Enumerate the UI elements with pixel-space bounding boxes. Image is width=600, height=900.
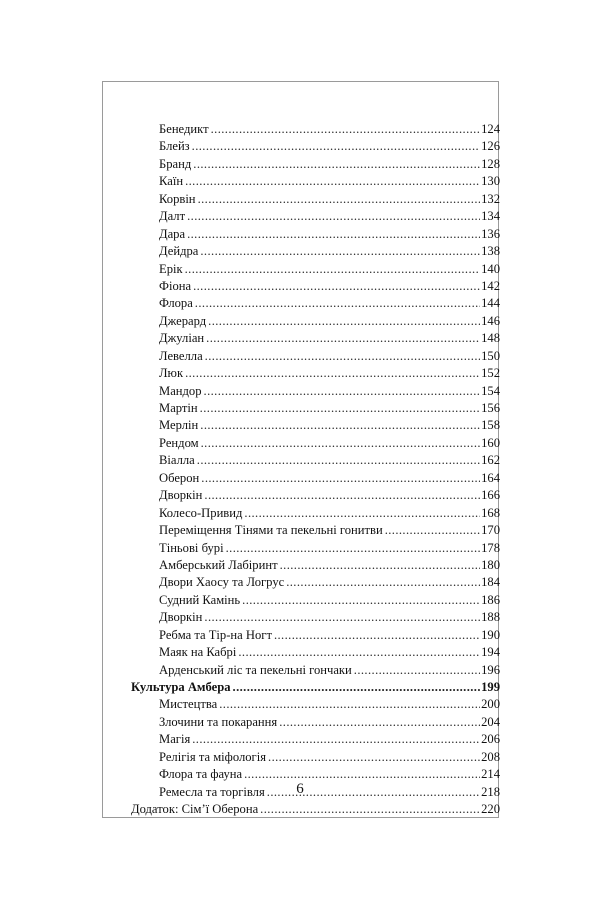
toc-entry-title: Блейз — [159, 139, 190, 154]
dot-leader — [238, 644, 480, 661]
toc-entry — [131, 662, 500, 679]
toc-entry — [131, 470, 500, 487]
toc-entry-page: 134 — [481, 209, 500, 224]
dot-leader — [279, 714, 480, 731]
toc-entry-page: 208 — [481, 749, 500, 764]
toc-entry-title: Двори Хаосу та Логрус — [159, 575, 285, 590]
toc-entry — [131, 557, 500, 574]
toc-entry-title: Левелла — [159, 348, 203, 363]
toc-entry — [131, 191, 500, 208]
toc-entry-page: 214 — [481, 767, 500, 782]
toc-entry-title: Дейдра — [159, 244, 199, 259]
toc-entry-title: Дворкін — [159, 488, 203, 503]
dot-leader — [201, 435, 481, 452]
dot-leader — [185, 365, 480, 382]
toc-entry-title: Люк — [159, 366, 184, 381]
dot-leader — [193, 278, 480, 295]
dot-leader — [211, 121, 481, 138]
dot-leader — [201, 470, 480, 487]
dot-leader — [200, 243, 480, 260]
toc-entry-page: 148 — [481, 331, 500, 346]
toc-entry-page: 204 — [481, 714, 500, 729]
dot-leader — [226, 540, 481, 557]
toc-entry-title: Рендом — [159, 435, 199, 450]
toc-entry-page: 156 — [481, 401, 500, 415]
toc-entry-title: Тіньові бурі — [159, 540, 224, 555]
toc-entry-title: Амберський Лабіринт — [159, 557, 278, 572]
toc-entry-page: 166 — [481, 488, 500, 503]
toc-entry-title: Джерард — [159, 313, 207, 328]
dot-leader — [187, 208, 480, 225]
dot-leader — [286, 574, 480, 591]
toc-entry-page: 200 — [481, 697, 500, 712]
toc-entry-title: Флора та фауна — [159, 767, 243, 782]
toc-entry-page: 126 — [481, 139, 500, 154]
toc-entry-page: 152 — [481, 366, 500, 381]
toc-entry — [131, 121, 500, 138]
toc-entry — [131, 383, 500, 400]
toc-entry — [131, 574, 500, 591]
toc-entry — [131, 400, 500, 417]
toc-entry-page: 194 — [481, 645, 500, 660]
toc-entry-page: 168 — [481, 505, 500, 520]
toc-entry-title: Корвін — [159, 191, 196, 206]
dot-leader — [197, 452, 480, 469]
toc-entry-title: Додаток: Сім’ї Оберона — [131, 802, 259, 817]
toc-entry-page: 220 — [481, 802, 500, 817]
toc-entry-page: 142 — [481, 278, 500, 293]
toc-entry-page: 206 — [481, 732, 500, 747]
toc-entry-page: 138 — [481, 244, 500, 259]
dot-leader — [198, 191, 481, 208]
toc-entry — [131, 365, 500, 382]
toc-entry — [131, 522, 500, 539]
toc-entry-title: Ерік — [159, 261, 183, 276]
toc-entry-title: Оберон — [159, 470, 200, 485]
dot-leader — [200, 400, 480, 417]
toc-entry-title: Дара — [159, 226, 186, 241]
dot-leader — [205, 348, 480, 365]
toc-entry-page: 146 — [481, 313, 500, 328]
dot-leader — [219, 696, 480, 713]
toc-entry-page: 130 — [481, 174, 500, 189]
toc-entry-title: Бенедикт — [159, 122, 209, 136]
toc-entry-title: Релігія та міфологія — [159, 749, 267, 764]
page-number: 6 — [296, 781, 304, 797]
toc-entry-page: 178 — [481, 540, 500, 555]
toc-entry-title: Ремесла та торгівля — [159, 784, 265, 799]
toc-entry-title: Колесо-Привид — [159, 505, 243, 520]
toc-entry — [131, 592, 500, 609]
toc-entry-title: Маяк на Кабрі — [159, 645, 237, 660]
toc-entry-page: 160 — [481, 435, 500, 450]
toc-entry — [131, 505, 500, 522]
toc-entry — [131, 696, 500, 713]
toc-entry — [131, 609, 500, 626]
toc-entry-title: Арденський ліс та пекельні гончаки — [159, 662, 352, 677]
dot-leader — [274, 627, 480, 644]
toc-entry-title: Переміщення Тінями та пекельні гонитви — [159, 523, 383, 538]
toc-entry — [131, 295, 500, 312]
toc-entry-title: Ребма та Тір-на Ногт — [159, 627, 272, 642]
toc-entry-title: Мартін — [159, 401, 198, 415]
dot-leader — [354, 662, 480, 679]
dot-leader — [206, 330, 480, 347]
dot-leader — [187, 226, 480, 243]
toc-entry — [131, 644, 500, 661]
toc-entry — [131, 261, 500, 278]
toc-entry-page: 158 — [481, 418, 500, 433]
toc-entry-title: Судний Камінь — [159, 592, 241, 607]
table-of-contents — [131, 121, 500, 819]
toc-entry — [131, 749, 500, 766]
toc-entry — [131, 452, 500, 469]
toc-entry — [131, 348, 500, 365]
toc-entry-page: 132 — [481, 191, 500, 206]
toc-entry — [131, 226, 500, 243]
toc-entry-page: 162 — [481, 453, 500, 468]
dot-leader — [233, 679, 481, 696]
toc-entry-title: Мерлін — [159, 418, 199, 433]
dot-leader — [192, 138, 480, 155]
toc-entry-page: 199 — [481, 680, 500, 694]
toc-entry — [131, 417, 500, 434]
toc-entry-title: Дворкін — [159, 610, 203, 625]
toc-entry-page: 150 — [481, 348, 500, 363]
toc-entry-page: 196 — [481, 662, 500, 677]
dot-leader — [195, 295, 480, 312]
toc-entry — [131, 801, 500, 818]
toc-entry — [131, 714, 500, 731]
dot-leader — [204, 609, 480, 626]
toc-entry-page: 140 — [481, 261, 500, 276]
toc-entry-title: Фіона — [159, 278, 192, 293]
dot-leader — [204, 383, 481, 400]
dot-leader — [200, 417, 480, 434]
toc-entry-title: Флора — [159, 296, 193, 311]
toc-entry — [131, 138, 500, 155]
toc-entry — [131, 156, 500, 173]
toc-entry-title: Злочини та покарання — [159, 714, 278, 729]
toc-entry-page: 184 — [481, 575, 500, 590]
dot-leader — [204, 487, 480, 504]
dot-leader — [280, 557, 481, 574]
dot-leader — [185, 261, 481, 278]
toc-entry-page: 164 — [481, 470, 500, 485]
toc-entry-title: Бранд — [159, 156, 192, 171]
toc-entry-page: 190 — [481, 627, 500, 642]
toc-entry-page: 136 — [481, 226, 500, 241]
toc-entry — [131, 208, 500, 225]
toc-entry-title: Мандор — [159, 383, 202, 398]
toc-entry-title: Далт — [159, 209, 186, 224]
toc-entry-page: 124 — [481, 122, 500, 136]
toc-entry — [131, 540, 500, 557]
toc-entry-title: Магія — [159, 732, 191, 747]
toc-entry-page: 180 — [481, 557, 500, 572]
dot-leader — [385, 522, 480, 539]
toc-entry-page: 170 — [481, 523, 500, 538]
toc-entry-page: 128 — [481, 156, 500, 171]
dot-leader — [268, 749, 480, 766]
dot-leader — [193, 156, 480, 173]
dot-leader — [244, 505, 480, 522]
toc-entry — [131, 313, 500, 330]
toc-entry — [131, 173, 500, 190]
toc-entry — [131, 627, 500, 644]
toc-entry-title: Джуліан — [159, 331, 205, 346]
toc-entry-page: 188 — [481, 610, 500, 625]
dot-leader — [260, 801, 480, 818]
dot-leader — [242, 592, 480, 609]
toc-entry — [131, 278, 500, 295]
toc-entry-page: 218 — [481, 784, 500, 799]
toc-entry — [131, 435, 500, 452]
toc-entry-page: 186 — [481, 592, 500, 607]
toc-entry-page: 154 — [481, 383, 500, 398]
toc-section-heading — [131, 679, 500, 696]
dot-leader — [208, 313, 480, 330]
dot-leader — [192, 731, 480, 748]
toc-entry-title: Мистецтва — [159, 697, 218, 712]
dot-leader — [185, 173, 480, 190]
toc-entry — [131, 243, 500, 260]
toc-entry — [131, 487, 500, 504]
toc-entry-title: Культура Амбера — [131, 680, 231, 694]
toc-entry-page: 144 — [481, 296, 500, 311]
toc-entry-title: Віалла — [159, 453, 195, 468]
toc-entry — [131, 330, 500, 347]
toc-entry — [131, 731, 500, 748]
toc-entry-title: Каїн — [159, 174, 184, 189]
